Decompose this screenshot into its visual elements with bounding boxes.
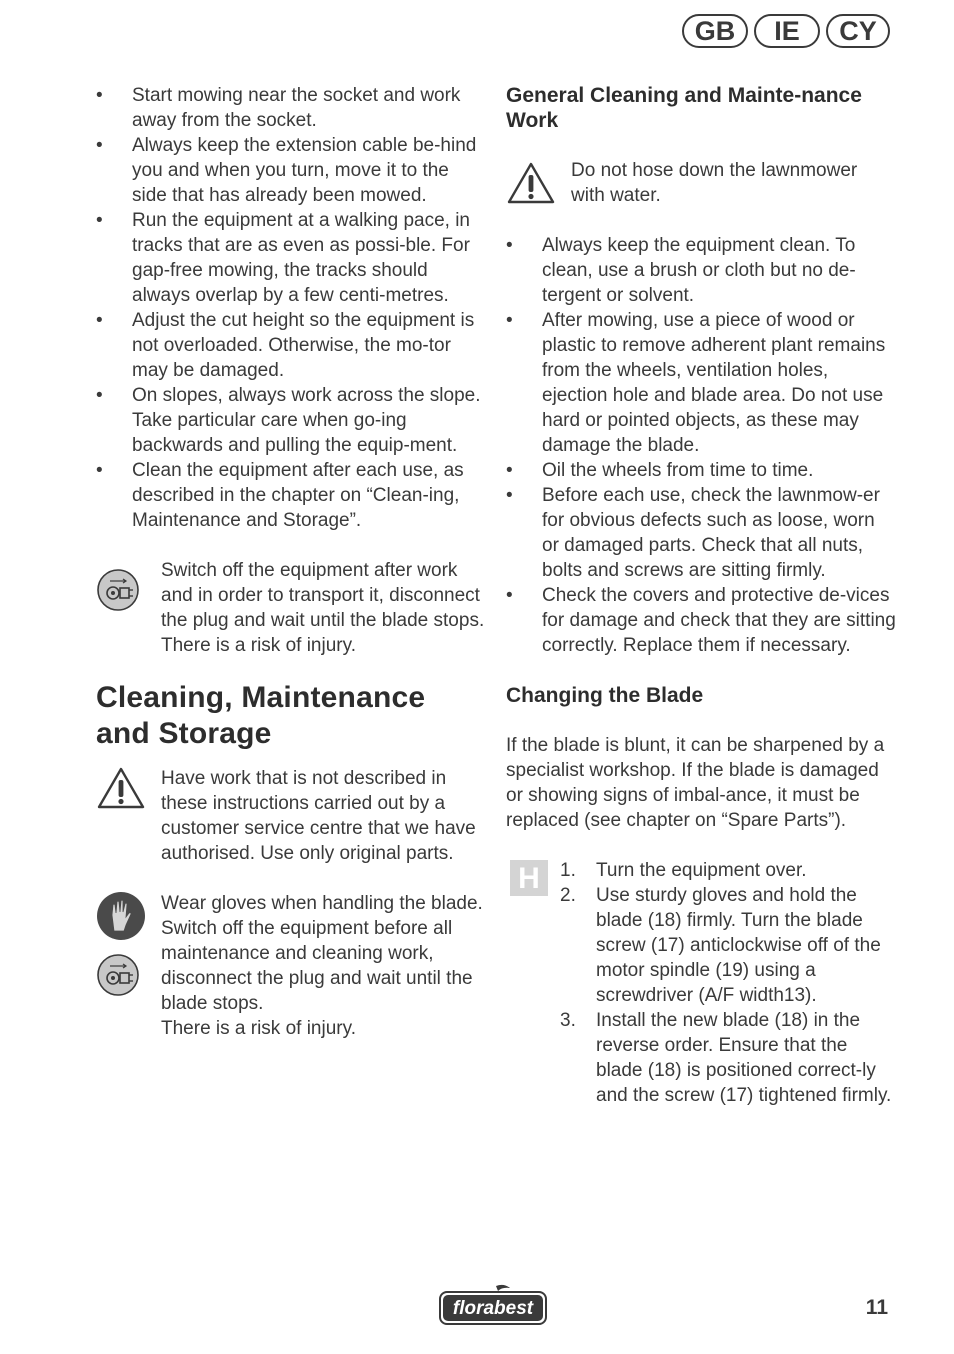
gloves-icon	[96, 891, 146, 948]
gloves-notice-text: Wear gloves when handling the blade.	[161, 893, 483, 914]
left-column	[96, 83, 486, 1041]
list-item: • Start mowing near the socket and work away from the socket.	[96, 83, 486, 133]
page-number: 11	[865, 1296, 888, 1319]
language-badges	[682, 14, 890, 48]
list-item: • Clean the equipment after each use, as described in the chapter on “Clean-ing, Maintenance and Storage”.	[96, 458, 486, 533]
lang-badge-cy: CY	[826, 14, 890, 48]
logo-text: florabest	[452, 1298, 534, 1319]
list-item	[560, 883, 896, 1008]
list-item: • Always keep the equipment clean. To clean, use a brush or cloth but no de-tergent or solvent.	[506, 233, 896, 308]
steps-list	[560, 858, 896, 1108]
maintenance-notice	[96, 891, 486, 1041]
list-item: • Adjust the cut height so the equipment is not overloaded. Otherwise, the mo-tor may be damaged.	[96, 308, 486, 383]
step-text: Use sturdy gloves and hold the blade (18) firmly. Turn the blade screw (17) anticlockwise off of the motor spindle (19) using a screwdriver (A/F width13).	[596, 885, 881, 1006]
blade-intro: If the blade is blunt, it can be sharpened by a specialist workshop. If the blade is damaged or showing signs of imbal-ance, it must be replaced (see chapter on “Spare Parts”).	[506, 735, 885, 831]
lang-badge-ie: IE	[754, 14, 820, 48]
step-text: Turn the equipment over.	[596, 860, 807, 881]
injury-risk-text: There is a risk of injury.	[161, 1018, 356, 1039]
unplug-icon	[96, 953, 140, 1004]
mowing-tips-list	[96, 83, 486, 533]
lang-badge-gb: GB	[682, 14, 748, 48]
list-item: • Oil the wheels from time to time.	[506, 458, 896, 483]
list-item: • Always keep the extension cable be-hind you and when you turn, move it to the side that has already been mowed.	[96, 133, 486, 208]
list-item: • Run the equipment at a walking pace, in tracks that are as even as possi-ble. For gap-free mowing, the tracks should always overlap by a few centi-metres.	[96, 208, 486, 308]
service-warning	[96, 766, 486, 866]
water-warning-text: Do not hose down the lawnmower with water.	[571, 160, 858, 206]
florabest-logo	[438, 1282, 550, 1333]
blade-steps	[506, 858, 896, 1108]
list-item: • After mowing, use a piece of wood or plastic to remove adherent plant remains from the wheels, ventilation holes, ejection hole and blade area. Do not use hard or pointed objects, as these may damage the blade.	[506, 308, 896, 458]
step-number: 3.	[560, 1010, 576, 1031]
warning-triangle-icon	[96, 766, 146, 817]
list-item: • On slopes, always work across the slope. Take particular care when go-ing backwards and pulling the equip-ment.	[96, 383, 486, 458]
right-column	[506, 83, 896, 1108]
water-warning	[506, 158, 896, 208]
unplug-notice	[96, 558, 486, 658]
list-item	[560, 1008, 896, 1108]
unplug-notice-text: Switch off the equipment after work and in order to transport it, disconnect the plug and wait until the blade stops. There is a risk of injury.	[161, 560, 485, 656]
section-title: Cleaning, Maintenance and Storage	[96, 681, 426, 750]
list-item: • Before each use, check the lawnmow-er for obvious defects such as loose, worn or damaged parts. Check that all nuts, bolts and screws are sitting firmly.	[506, 483, 896, 583]
warning-triangle-icon	[506, 161, 556, 212]
list-item	[560, 858, 896, 883]
general-cleaning-title: General Cleaning and Mainte-nance Work	[506, 84, 862, 132]
figure-label-badge: H	[510, 860, 548, 896]
step-number: 2.	[560, 885, 576, 906]
cleaning-list	[506, 233, 896, 658]
list-item: • Check the covers and protective de-vices for damage and check that they are sitting correctly. Replace them if necessary.	[506, 583, 896, 658]
step-number: 1.	[560, 860, 576, 881]
service-warning-text: Have work that is not described in these instructions carried out by a customer service centre that we have authorised. Use only original parts.	[161, 768, 476, 864]
changing-blade-title: Changing the Blade	[506, 684, 704, 707]
unplug-notice-text: Switch off the equipment before all maintenance and cleaning work, disconnect the plug and wait until the blade stops.	[161, 918, 473, 1014]
unplug-icon	[96, 568, 140, 619]
step-text: Install the new blade (18) in the reverse order. Ensure that the blade (18) is positioned correct-ly and the screw (17) tightened firmly.	[596, 1010, 892, 1106]
